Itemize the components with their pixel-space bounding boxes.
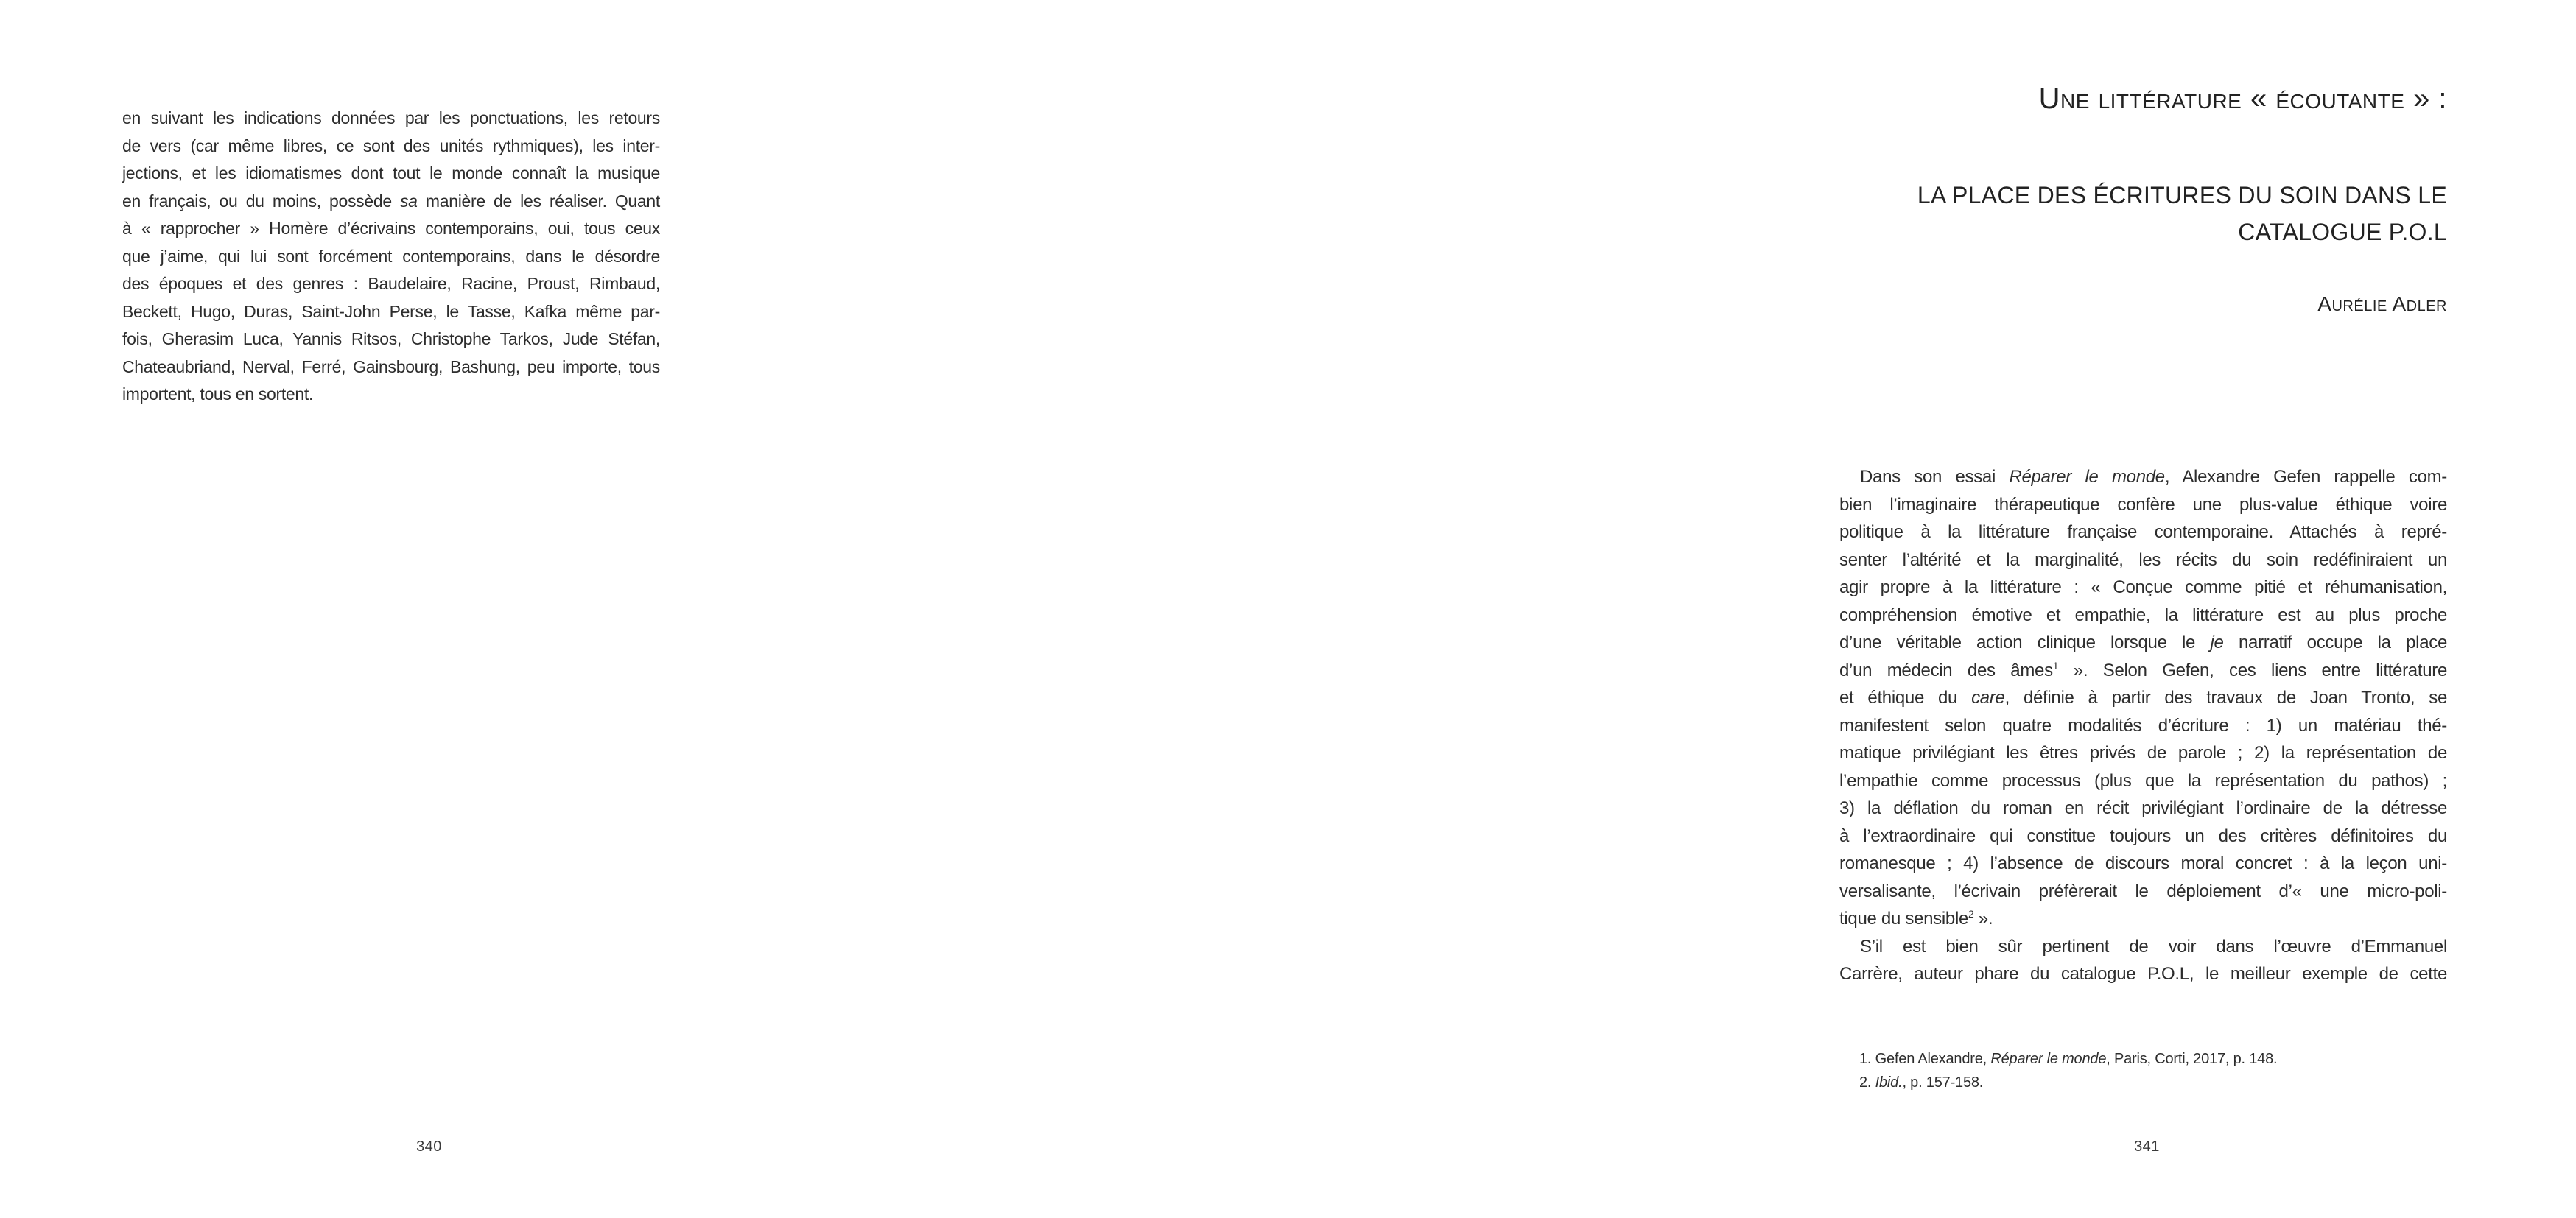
text-segment: manière de les réaliser. Quant bbox=[417, 191, 660, 211]
right-page-body bbox=[1839, 463, 2447, 988]
text-line bbox=[1859, 1047, 2449, 1071]
text-line bbox=[1839, 823, 2447, 851]
text-segment: ». bbox=[1973, 909, 1993, 929]
text-line bbox=[1859, 1071, 2449, 1094]
text-segment: des époques et des genres : Baudelaire, Racine, Proust, Rimbaud, bbox=[122, 274, 660, 293]
text-segment: narratif occupe la place bbox=[2223, 633, 2447, 652]
text-segment: Chateaubriand, Nerval, Ferré, Gainsbourg, Bashung, peu importe, tous bbox=[122, 356, 660, 376]
text-segment: sa bbox=[399, 191, 418, 211]
text-segment: l’empathie comme processus (plus que la représentation du pathos) ; bbox=[1839, 770, 2447, 791]
text-segment: , p. 157-158. bbox=[1902, 1074, 1984, 1091]
text-line bbox=[1839, 463, 2447, 491]
text-line bbox=[1839, 905, 2447, 933]
text-line bbox=[122, 105, 660, 133]
text-segment: en français, ou du moins, possède bbox=[122, 191, 400, 211]
text-line bbox=[122, 353, 660, 381]
author-name: Aurélie Adler bbox=[2317, 292, 2447, 315]
text-segment: matique privilégiant les êtres privés de parole ; 2) la représentation de bbox=[1839, 743, 2447, 763]
page-number-right: 341 bbox=[2134, 1138, 2160, 1155]
text-segment: manifestent selon quatre modalités d’écriture : 1) un matériau thé- bbox=[1839, 715, 2447, 736]
text-line bbox=[1839, 574, 2447, 602]
text-segment: à l’extraordinaire qui constitue toujours un des critères définitoires du bbox=[1839, 826, 2447, 846]
right-page bbox=[859, 0, 2447, 1218]
text-segment: Carrère, auteur phare du catalogue P.O.L, le meilleur exemple de cette bbox=[1839, 964, 2447, 984]
text-line bbox=[122, 215, 660, 243]
footnotes bbox=[1859, 1047, 2449, 1094]
text-segment: bien l’imaginaire thérapeutique confère une plus-value éthique voire bbox=[1839, 494, 2447, 515]
text-line bbox=[122, 381, 660, 409]
text-line bbox=[1839, 767, 2447, 795]
text-segment: 2. bbox=[1859, 1074, 1875, 1091]
chapter-subtitle-line-1: LA PLACE DES ÉCRITURES DU SOIN DANS LE bbox=[1917, 182, 2447, 208]
text-segment: romanesque ; 4) l’absence de discours moral concret : à la leçon uni- bbox=[1839, 853, 2447, 873]
text-line bbox=[122, 188, 660, 216]
text-segment: Réparer le monde bbox=[1990, 1051, 2107, 1067]
text-line bbox=[122, 133, 660, 161]
chapter-title: Une littérature « écoutante » : bbox=[2038, 82, 2447, 115]
text-segment: tique du sensible bbox=[1839, 909, 1969, 929]
text-segment: d’une véritable action clinique lorsque le bbox=[1839, 633, 2211, 652]
text-line bbox=[1839, 960, 2447, 988]
text-segment: 1. Gefen Alexandre, bbox=[1859, 1051, 1991, 1067]
text-segment: Ibid. bbox=[1875, 1074, 1903, 1091]
text-line bbox=[1839, 546, 2447, 574]
text-segment: ». Selon Gefen, ces liens entre littérature bbox=[2058, 660, 2447, 680]
text-segment: senter l’altérité et la marginalité, les récits du soin redéfiniraient un bbox=[1839, 549, 2447, 570]
chapter-subtitle bbox=[1839, 177, 2447, 250]
text-segment: 3) la déflation du roman en récit privilégiant l’ordinaire de la détresse bbox=[1839, 798, 2447, 818]
text-line bbox=[1839, 795, 2447, 823]
text-segment: Dans son essai bbox=[1860, 467, 2010, 487]
footnote-reference: 2 bbox=[1968, 908, 1974, 920]
text-segment: en suivant les indications données par les ponctuations, les retours bbox=[122, 108, 660, 127]
text-segment: que j’aime, qui lui sont forcément contemporains, dans le désordre bbox=[122, 246, 660, 266]
body-paragraph-1 bbox=[1839, 463, 2447, 933]
text-segment: S’il est bien sûr pertinent de voir dans l’œuvre d’Emmanuel bbox=[1860, 936, 2447, 957]
page-number-left: 340 bbox=[416, 1138, 442, 1155]
text-line bbox=[1839, 684, 2447, 712]
text-line bbox=[122, 298, 660, 326]
text-segment: agir propre à la littérature : « Conçue comme pitié et réhumanisation, bbox=[1839, 577, 2447, 597]
text-segment: , Paris, Corti, 2017, p. 148. bbox=[2106, 1051, 2278, 1067]
text-segment: , Alexandre Gefen rappelle com- bbox=[2164, 467, 2447, 487]
text-line bbox=[1839, 602, 2447, 630]
text-segment: et éthique du bbox=[1839, 688, 1972, 708]
text-line bbox=[1839, 491, 2447, 519]
chapter-subtitle-line-2: CATALOGUE P.O.L bbox=[2238, 219, 2447, 245]
text-segment: à « rapprocher » Homère d’écrivains contemporains, oui, tous ceux bbox=[122, 219, 660, 238]
text-line bbox=[122, 160, 660, 188]
text-line bbox=[1839, 739, 2447, 767]
text-segment: je bbox=[2210, 633, 2224, 652]
footnote-reference: 1 bbox=[2052, 659, 2059, 672]
text-line bbox=[122, 325, 660, 353]
text-segment: , définie à partir des travaux de Joan Tronto, se bbox=[2004, 688, 2447, 708]
text-line bbox=[1839, 518, 2447, 546]
text-segment: politique à la littérature française contemporaine. Attachés à repré- bbox=[1839, 522, 2447, 542]
text-segment: care bbox=[1971, 688, 2005, 708]
text-line bbox=[1839, 657, 2447, 685]
text-line bbox=[1839, 933, 2447, 961]
text-line bbox=[1839, 712, 2447, 740]
text-segment: fois, Gherasim Luca, Yannis Ritsos, Christophe Tarkos, Jude Stéfan, bbox=[122, 329, 660, 348]
text-segment: d’un médecin des âmes bbox=[1839, 660, 2053, 680]
text-segment: importent, tous en sortent. bbox=[122, 384, 314, 404]
left-page-paragraph bbox=[122, 105, 660, 409]
text-segment: Beckett, Hugo, Duras, Saint-John Perse, le Tasse, Kafka même par- bbox=[122, 301, 660, 321]
text-segment: versalisante, l’écrivain préfèrerait le déploiement d’« une micro-poli- bbox=[1839, 881, 2447, 901]
body-paragraph-2 bbox=[1839, 933, 2447, 988]
left-page bbox=[0, 0, 858, 1218]
text-line bbox=[1839, 629, 2447, 657]
text-segment: jections, et les idiomatismes dont tout le monde connaît la musique bbox=[122, 163, 660, 183]
text-line bbox=[122, 270, 660, 298]
text-segment: Réparer le monde bbox=[2009, 467, 2165, 487]
text-line bbox=[122, 243, 660, 271]
text-line bbox=[1839, 850, 2447, 878]
text-line bbox=[1839, 878, 2447, 906]
text-segment: de vers (car même libres, ce sont des unités rythmiques), les inter- bbox=[122, 135, 660, 155]
text-segment: compréhension émotive et empathie, la littérature est au plus proche bbox=[1839, 605, 2447, 625]
